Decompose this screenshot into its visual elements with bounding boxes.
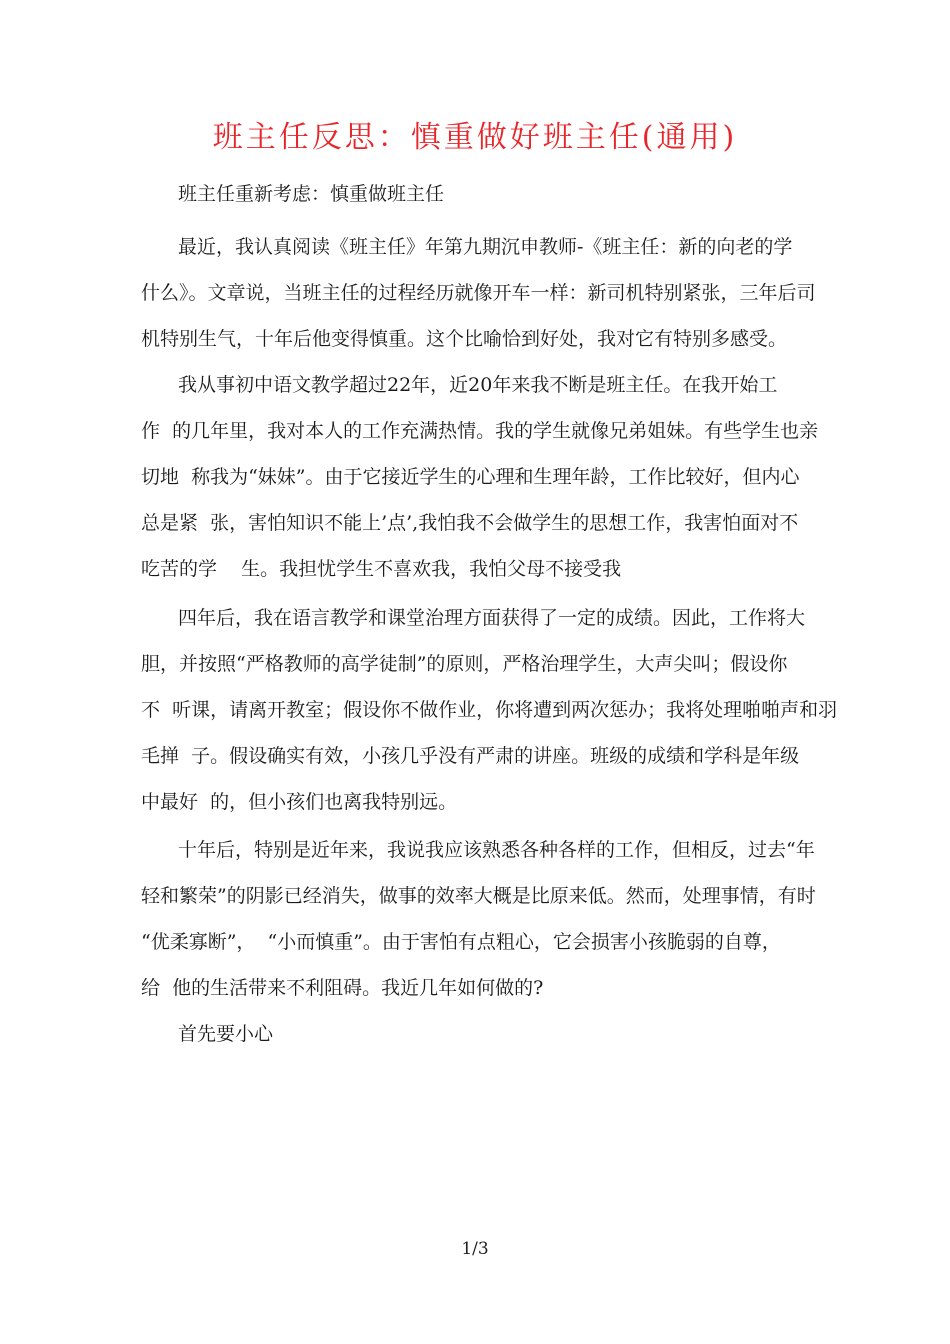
subtitle: 班主任重新考虑：慎重做班主任	[178, 183, 445, 205]
paragraph-line: “优柔寡断”， “小而慎重”。由于害怕有点粗心，它会损害小孩脆弱的自尊，	[141, 931, 781, 953]
paragraph-line: 轻和繁荣”的阴影已经消失，做事的效率大概是比原来低。然而，处理事情，有时	[141, 885, 816, 907]
page-number: 1/3	[461, 1239, 489, 1259]
paragraph-line: 机特别生气，十年后他变得慎重。这个比喻恰到好处，我对它有特别多感受。	[141, 328, 788, 350]
paragraph-line: 四年后，我在语言教学和课堂治理方面获得了一定的成绩。因此，工作将大	[178, 607, 806, 629]
paragraph-line: 最近，我认真阅读《班主任》年第九期沉申教师-《班主任：新的向老的学	[178, 236, 793, 258]
paragraph-line: 首先要小心	[178, 1023, 274, 1045]
paragraph-line: 不 听课，请离开教室；假设你不做作业，你将遭到两次惩办；我将处理啪啪声和羽	[141, 699, 838, 721]
paragraph-3	[141, 595, 841, 825]
paragraph-line: 吃苦的学 生。我担忧学生不喜欢我，我怕父母不接受我	[141, 558, 622, 580]
paragraph-line: 给 他的生活带来不利阻碍。我近几年如何做的?	[141, 977, 544, 999]
paragraph-line: 总是紧 张，害怕知识不能上’点’,我怕我不会做学生的思想工作，我害怕面对不	[141, 512, 799, 534]
paragraph-4	[141, 827, 841, 1011]
paragraph-line: 十年后，特别是近年来，我说我应该熟悉各种各样的工作，但相反，过去“年	[178, 839, 815, 861]
document-title: 班主任反思：慎重做好班主任(通用)	[212, 120, 738, 155]
paragraph-line: 毛掸 子。假设确实有效，小孩几乎没有严肃的讲座。班级的成绩和学科是年级	[141, 745, 800, 767]
paragraph-line: 切地 称我为“妹妹”。由于它接近学生的心理和生理年龄，工作比较好，但内心	[141, 466, 800, 488]
paragraph-line: 作 的几年里，我对本人的工作充满热情。我的学生就像兄弟姐妹。有些学生也亲	[141, 420, 819, 442]
paragraph-line: 我从事初中语文教学超过22年，近20年来我不断是班主任。在我开始工	[178, 374, 778, 396]
subtitle-paragraph	[141, 171, 841, 217]
paragraph-1	[141, 224, 841, 362]
paragraph-2	[141, 362, 841, 592]
paragraph-line: 中最好 的，但小孩们也离我特别远。	[141, 791, 458, 813]
paragraph-5	[141, 1011, 841, 1057]
paragraph-line: 什么》。文章说，当班主任的过程经历就像开车一样：新司机特别紧张，三年后司	[141, 282, 816, 304]
paragraph-line: 胆，并按照“严格教师的高学徒制”的原则，严格治理学生，大声尖叫；假设你	[141, 653, 788, 675]
